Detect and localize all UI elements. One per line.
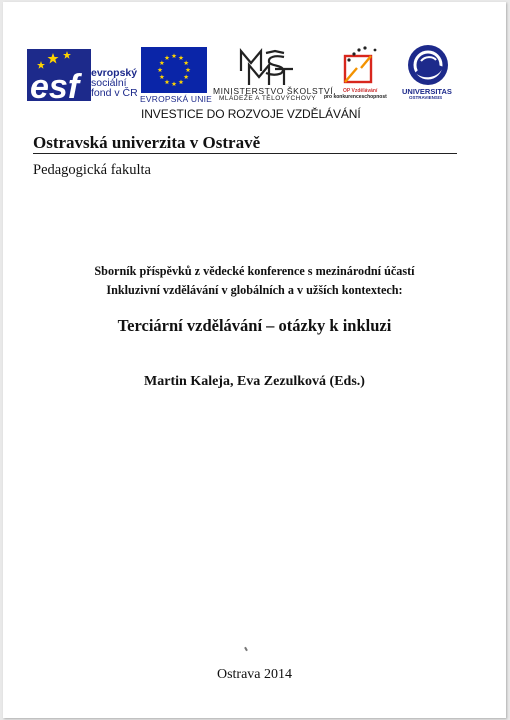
op-logo-icon [337,46,381,86]
header-divider [33,153,457,154]
university-logo-icon [407,44,449,86]
university-heading: Ostravská univerzita v Ostravě [33,133,261,152]
editors: Martin Kaleja, Eva Zezulková (Eds.) [144,374,365,389]
eu-caption: EVROPSKÁ UNIE [140,94,213,104]
esf-line-3: fond v ČR [91,87,138,99]
place-and-year: Ostrava 2014 [216,667,293,682]
university-name: UNIVERSITAS [402,87,452,96]
paper-speck [244,647,248,651]
university-sub: OSTRAVIENSIS [409,95,443,100]
eu-flag-icon [141,47,207,93]
esf-letters: esf [30,68,80,101]
esf-caption [91,68,138,98]
msmt-logo-icon [235,47,297,87]
investment-tagline: INVESTICE DO ROZVOJE VZDĚLÁVÁNÍ [141,107,361,121]
esf-line-1: evropský [91,67,138,79]
esf-logo-icon [27,49,91,101]
op-line-2: pro konkurenceschopnost [324,94,387,100]
logo-bar [3,2,506,122]
op-line-1: OP Vzdělávání [343,88,378,94]
document-title: Terciární vzdělávání – otázky k inkluzi [117,316,392,335]
proceedings-subtitle-line-1: Sborník příspěvků z vědecké konference s mezinárodní účastí [94,264,415,278]
msmt-line-2: MLÁDEŽE A TĚLOVÝCHOVY [219,95,317,102]
document-page [3,2,506,718]
msmt-line-1: MINISTERSTVO ŠKOLSTVÍ, [213,86,337,96]
esf-line-2: sociální [91,77,127,89]
faculty-name: Pedagogická fakulta [33,162,151,178]
proceedings-subtitle-line-2: Inkluzivní vzdělávání v globálních a v užších kontextech: [106,283,403,297]
